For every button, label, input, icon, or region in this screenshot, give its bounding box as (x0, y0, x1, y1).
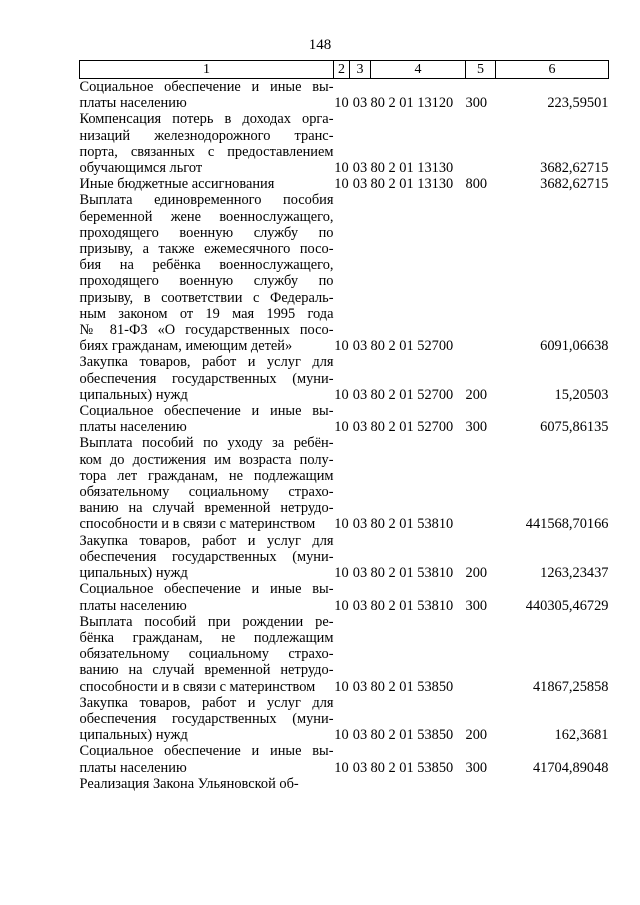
subsection-code: 03 (352, 565, 368, 582)
row-name-line: ванию на случай временной нетрудо- (79, 662, 334, 679)
row-name-line: платы населению (79, 95, 187, 112)
expense-type-code: 800 (465, 176, 488, 193)
row-name-line: тора лет гражданам, не подлежащим (79, 467, 334, 484)
target-article-code: 80 2 01 13130 (370, 176, 454, 193)
table-row (80, 533, 609, 582)
table-row (80, 614, 609, 695)
expense-type-code: 200 (465, 386, 488, 403)
row-name-line: Социальное обеспечение и иные вы- (79, 743, 334, 760)
section-code: 10 (334, 338, 349, 355)
amount: 1263,23437 (540, 565, 609, 582)
subsection-code: 03 (352, 386, 368, 403)
amount: 440305,46729 (525, 597, 609, 614)
row-name (80, 695, 334, 744)
table-row (80, 192, 609, 354)
expense-type-code (466, 776, 496, 792)
column-header-6: 6 (496, 61, 609, 79)
row-name-line: проходящего военную службу по (79, 273, 334, 290)
row-name-line: низаций железнодорожного транс- (79, 127, 334, 144)
row-name-line: платы населению (79, 759, 187, 776)
target-article-code: 80 2 01 53850 (370, 727, 454, 744)
row-name-line: № 81-ФЗ «О государственных посо- (79, 322, 334, 339)
section-code: 10 (334, 565, 349, 582)
row-name-line: призыву, в соответствии с Федераль- (79, 289, 334, 306)
amount: 15,20503 (554, 386, 609, 403)
section-code: 10 (334, 176, 349, 193)
section-code: 10 (334, 419, 349, 436)
subsection-code: 03 (352, 516, 368, 533)
target-article-code (371, 776, 466, 792)
row-name-line: проходящего военную службу по (79, 224, 334, 241)
amount: 162,3681 (554, 727, 609, 744)
row-name-line: Выплата единовременного пособия (79, 192, 334, 209)
table-row (80, 743, 609, 775)
section-code: 10 (334, 759, 349, 776)
expense-type-code: 300 (465, 759, 488, 776)
expense-type-code (466, 192, 496, 354)
column-header-3: 3 (350, 61, 371, 79)
subsection-code: 03 (352, 597, 368, 614)
row-name-line: Выплата пособий при рождении ре- (79, 613, 334, 630)
row-name (80, 403, 334, 435)
table-body (80, 79, 609, 792)
target-article-code: 80 2 01 52700 (370, 386, 454, 403)
target-article-code: 80 2 01 13120 (370, 95, 454, 112)
column-header-5: 5 (466, 61, 496, 79)
row-name (80, 533, 334, 582)
target-article-code: 80 2 01 53810 (370, 565, 454, 582)
section-code: 10 (334, 597, 349, 614)
row-name-line: ком до достижения им возраста полу- (79, 451, 334, 468)
table-row (80, 79, 609, 112)
row-name (80, 192, 334, 354)
budget-table (79, 60, 609, 792)
subsection-code: 03 (352, 338, 368, 355)
target-article-code: 80 2 01 53810 (370, 516, 454, 533)
amount: 441568,70166 (525, 516, 609, 533)
row-name (80, 435, 334, 532)
amount: 41704,89048 (532, 759, 609, 776)
section-code: 10 (334, 95, 349, 112)
amount: 6075,86135 (540, 419, 609, 436)
row-name-line: Выплата пособий по уходу за ребён- (79, 435, 334, 452)
row-name-line: ванию на случай временной нетрудо- (79, 500, 334, 517)
row-name (80, 776, 334, 792)
subsection-code (350, 776, 371, 792)
row-name-line: Социальное обеспечение и иные вы- (79, 79, 334, 95)
row-name-line: Закупка товаров, работ и услуг для (79, 354, 334, 371)
row-name-line: обеспечения государственных (муни- (79, 370, 334, 387)
section-code (334, 776, 350, 792)
table-row (80, 776, 609, 792)
row-name-line: бёнка гражданам, не подлежащим (79, 629, 334, 646)
row-name-line: Реализация Закона Ульяновской об- (79, 775, 299, 792)
row-name-line: Закупка товаров, работ и услуг для (79, 532, 334, 549)
expense-type-code: 300 (465, 95, 488, 112)
table-row (80, 111, 609, 176)
row-name-line: обучающимся льгот (79, 160, 203, 177)
row-name-line: ным законом от 19 мая 1995 года (79, 305, 334, 322)
column-header-2: 2 (334, 61, 350, 79)
row-name-line: порта, связанных с предоставлением (79, 143, 334, 160)
row-name-line: платы населению (79, 597, 187, 614)
target-article-code: 80 2 01 52700 (370, 419, 454, 436)
amount: 3682,62715 (540, 176, 609, 193)
subsection-code: 03 (352, 176, 368, 193)
expense-type-code: 300 (465, 419, 488, 436)
expense-type-code (466, 614, 496, 695)
expense-type-code (466, 111, 496, 176)
amount: 6091,06638 (540, 338, 609, 355)
row-name-line: способности и в связи с материнством (79, 516, 316, 533)
row-name-line: бия на ребёнка военнослужащего, (79, 257, 334, 274)
target-article-code: 80 2 01 52700 (370, 338, 454, 355)
amount: 223,59501 (547, 95, 609, 112)
row-name-line: Компенсация потерь в доходах орга- (79, 111, 334, 128)
table-row (80, 435, 609, 532)
table-row (80, 581, 609, 613)
subsection-code: 03 (352, 727, 368, 744)
row-name (80, 111, 334, 176)
row-name-line: Социальное обеспечение и иные вы- (79, 581, 334, 598)
row-name (80, 176, 334, 192)
expense-type-code: 200 (465, 727, 488, 744)
row-name (80, 354, 334, 403)
row-name-line: способности и в связи с материнством (79, 678, 316, 695)
row-name (80, 614, 334, 695)
section-code: 10 (334, 516, 349, 533)
row-name-line: обязательному социальному страхо- (79, 484, 334, 501)
row-name-line: обязательному социальному страхо- (79, 646, 334, 663)
target-article-code: 80 2 01 13130 (370, 160, 454, 177)
row-name-line: биях гражданам, имеющим детей» (79, 338, 293, 355)
subsection-code: 03 (352, 95, 368, 112)
column-header-1: 1 (80, 61, 334, 79)
row-name (80, 79, 334, 112)
row-name-line: Закупка товаров, работ и услуг для (79, 694, 334, 711)
column-header-4: 4 (371, 61, 466, 79)
row-name (80, 581, 334, 613)
row-name-line: платы населению (79, 419, 187, 436)
row-name-line: ципальных) нужд (79, 727, 188, 744)
subsection-code: 03 (352, 759, 368, 776)
amount (496, 776, 609, 792)
subsection-code: 03 (352, 678, 368, 695)
amount: 41867,25858 (532, 678, 609, 695)
row-name-line: обеспечения государственных (муни- (79, 548, 334, 565)
row-name-line: призыву, а также ежемесячного посо- (79, 241, 334, 258)
row-name-line: ципальных) нужд (79, 386, 188, 403)
page-number: 148 (308, 37, 332, 53)
row-name-line: беременной жене военнослужащего, (79, 208, 334, 225)
row-name-line: ципальных) нужд (79, 565, 188, 582)
expense-type-code: 300 (465, 597, 488, 614)
section-code: 10 (334, 727, 349, 744)
subsection-code: 03 (352, 160, 368, 177)
table-row (80, 403, 609, 435)
subsection-code: 03 (352, 419, 368, 436)
row-name-line: Социальное обеспечение и иные вы- (79, 403, 334, 420)
expense-type-code (466, 435, 496, 532)
row-name (80, 743, 334, 775)
row-name-line: Иные бюджетные ассигнования (79, 176, 275, 193)
table-row (80, 695, 609, 744)
target-article-code: 80 2 01 53850 (370, 678, 454, 695)
table-row (80, 354, 609, 403)
table-header-row (80, 61, 609, 79)
expense-type-code: 200 (465, 565, 488, 582)
row-name-line: обеспечения государственных (муни- (79, 710, 334, 727)
target-article-code: 80 2 01 53850 (370, 759, 454, 776)
target-article-code: 80 2 01 53810 (370, 597, 454, 614)
section-code: 10 (334, 678, 349, 695)
section-code: 10 (334, 386, 349, 403)
section-code: 10 (334, 160, 349, 177)
table-row (80, 176, 609, 192)
amount: 3682,62715 (540, 160, 609, 177)
